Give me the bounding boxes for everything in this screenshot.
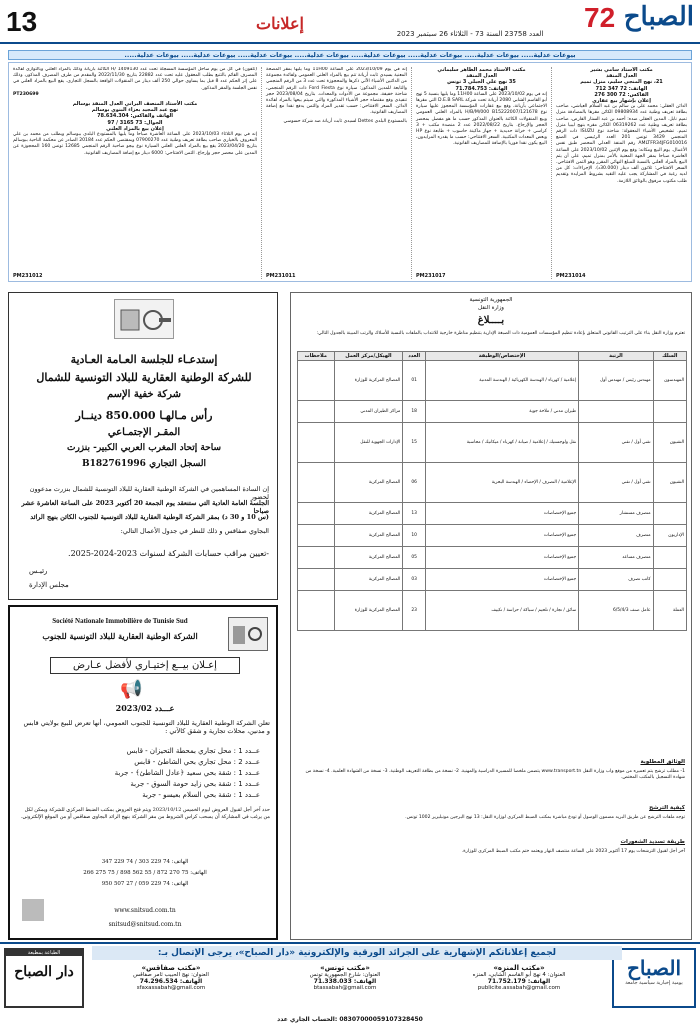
- table-cell-grade: عامل صنف 6/5/4/3: [579, 591, 653, 631]
- table-header: الهيكل/مركز العمل: [334, 352, 403, 361]
- table-cell-specialty: جميع الإختصاصات: [425, 525, 578, 547]
- table-cell-count: 13: [403, 503, 426, 525]
- table-cell-notes: [298, 569, 335, 591]
- sale-body: حدد آخر أجل لقبول العروض ليوم الخميس 2023/10/12 ويتم فتح العروض بمكتب الضبط المركزي للشركة ويمكن لكل من يرغب في المشاركة أن يسحب كراس الشروط من مقر الشركة بنهج الرائد البجاوي صفاقس أو من الموقع الإلكتروني.: [20, 807, 270, 820]
- table-cell-count: 05: [403, 547, 426, 569]
- auction-notice-4: [261, 67, 411, 279]
- office-name: «مكتب المنزه»: [493, 964, 545, 972]
- company-logo: [228, 617, 268, 651]
- sale-contact: الهاتف: 74 229 059 / 27 507 950: [101, 881, 189, 887]
- table-cell-corps: [653, 503, 686, 525]
- auction-notice-1: [551, 67, 691, 279]
- table-cell-grade: متصرف: [579, 525, 653, 547]
- sale-item: عــدد 1 : محل تجاري بمحطة التحيزان - قابس: [126, 747, 260, 755]
- table-cell-corps: المهندسون: [653, 361, 686, 401]
- table-cell-count: 18: [403, 401, 426, 423]
- office-email[interactable]: btassabah@gmail.com: [313, 985, 377, 991]
- notice-role: العدل المنفذ: [606, 73, 637, 80]
- sale-email[interactable]: snitsud@snitsud.com.tn: [108, 921, 182, 928]
- meeting-sign-2: مجلس الإدارة: [29, 581, 69, 589]
- footer-logo: [612, 948, 696, 1008]
- meeting-notice-ad: [8, 292, 278, 600]
- meeting-agenda: -تعيين مراقب حسابات الشركة لسنوات 2023-2024-2025.: [68, 549, 269, 558]
- sale-website[interactable]: www.snitsud.com.tn: [114, 907, 176, 914]
- auction-notice-2: [411, 67, 551, 279]
- table-cell-specialty: طيران مدني / ملاحة جوية: [425, 401, 578, 423]
- company-logo: [114, 299, 174, 339]
- table-cell-grade: تقني أول / تقني: [579, 463, 653, 503]
- notice-fax: الفاكس: 72 300 276: [594, 91, 649, 98]
- deadline-title: طريقة تسديد الشغورات: [620, 839, 685, 845]
- sale-contact: الهاتف: 74 229 303 / 74 229 347: [101, 859, 189, 865]
- table-header: العدد: [403, 352, 426, 361]
- notice-office: مكتب الأستاذ المنصف البراني العدل المنفذ بوسالم: [72, 101, 198, 108]
- table-cell-notes: [298, 361, 335, 401]
- table-cell-specialty: جميع الإختصاصات: [425, 569, 578, 591]
- sale-number: عـــدد 2023/02: [115, 703, 175, 713]
- table-row: [298, 463, 687, 503]
- table-cell-corps: الإداريون: [653, 525, 686, 547]
- office-address: العنوان: شارع الجمهورية تونس: [309, 972, 381, 978]
- table-cell-unit: المصالح المركزية: [334, 463, 403, 503]
- table-cell-corps: العملة: [653, 591, 686, 631]
- meeting-company-type: شركة خفية الإسم: [106, 389, 182, 400]
- recruit-title: بــــلاغ: [477, 315, 505, 326]
- notice-ref: PT230699: [13, 91, 39, 97]
- table-cell-count: 03: [403, 569, 426, 591]
- table-cell-count: 06: [403, 463, 426, 503]
- print-label: الطباعة بمطبعة: [6, 950, 82, 956]
- meeting-body-1: إن السادة المساهمين في الشركة الوطنية العقارية للبلاد التونسية للشمال بنزرت مدعوون لحضور: [29, 485, 269, 501]
- notice-ref: PM231011: [266, 272, 296, 279]
- notice-heading: إعلان بيع بالمزاد العلني: [106, 125, 164, 132]
- notice-ref: PM231017: [416, 272, 446, 279]
- building-icon: [22, 899, 44, 921]
- docs-body: 1- مطلب ترشح يتم تعميره من موقع واب وزارة النقل www.transport.tn يتضمن ملخصا للمسيرة الدراسية والمهنية. 2- نسخة من بطاقة التعريف الوطنية. 3- نسخة من الشهادة العلمية. 4- نسخة من شهادة التسجيل بالمكتب المختص.: [305, 769, 685, 781]
- notice-body: إنه في يوم 2023/10/02 على الساعة 11H00 وما يليها بنسبة 5 نهج أبو القاسم الشابي 2080 أريانة تحت شركة D.E.B SARL التي مقرها الاجتماعي بأريانة، وقع بيع عقارات المؤسسة المحجوز عليها سيارة نوع 121678/H/B/M/000 B15222007 بالمزاد العلني العمومي وبيع المنقولات الكائنة بالعنوان المذكور حسب ما هو مفصل بمحضر الحجز والإرجاع. بتاريخ 2022/08/22 عدد 2 منضدة مكتب + 3 كراسي + خزانة حديدية + جهاز ماكينة حاسوب + طابعة نوع HP وبعض المعدات المكتبية. السعر الافتتاحي: حسب ما يقدره المزايدون، البيع يكون نقدا فوريا بالإضافة للمصاريف القانونية.: [416, 91, 548, 147]
- table-cell-grade: متصرف مستشار: [579, 503, 653, 525]
- meeting-body-4: البجاوي صفاقس و ذلك للنظر في جدول الأعمال التالي:: [120, 527, 269, 535]
- company-name-fr: Société Nationale Immobilière de Tunisie Sud: [52, 617, 188, 625]
- table-cell-unit: المصالح المركزية: [334, 503, 403, 525]
- method-body: توجه ملفات الترشح عن طريق البريد مضمون الوصول أو تودع مباشرة بمكتب الضبط المركزي لوزارة النقل: 13 نهج البرجين مونبليزير 1002 تونس.: [405, 815, 685, 820]
- recruitment-notice: [290, 292, 692, 940]
- meeting-sign-1: رئيـس: [29, 567, 48, 575]
- masthead-number: 72: [584, 2, 616, 33]
- office-name: «مكتب صفاقس»: [141, 964, 201, 972]
- table-header-row: [298, 352, 687, 361]
- notice-mobile: الجوال: 73 3165 / 97: [107, 119, 163, 126]
- sale-item: عــدد 1 : شقة بحي سعيد ﴿عادل الشاطئ﴾ - جربة: [114, 769, 260, 777]
- sale-item: عــدد 1 : شقة بحي السلام بعيسو - جربة: [142, 791, 260, 799]
- notice-phone: الهاتف والفاكس: 78.634.304: [97, 113, 173, 120]
- table-cell-notes: [298, 525, 335, 547]
- print-logo-text: دار الصباح: [14, 964, 74, 980]
- footer-office: [434, 964, 604, 991]
- office-phone: الهاتف: 71.752.179: [487, 978, 551, 985]
- table-row: [298, 423, 687, 463]
- meeting-register: السجل التجاري B182761996: [81, 459, 207, 469]
- masthead-name: الصباح: [623, 2, 694, 32]
- auction-banner: بيوعات عدلية..... بيوعات عدلية..... بيوعات عدلية..... بيوعات عدلية..... بيوعات عدلية..... بيوعات عدلية..... بيوعات عدلية..... بيوعات عدلية.....: [8, 50, 692, 60]
- table-cell-grade: مهندس رئيس / مهندس أول: [579, 361, 653, 401]
- docs-title: الوثائق المطلوبة: [640, 759, 685, 765]
- office-address: العنوان: نهج الحبيب ثامر صفاقس: [133, 972, 209, 978]
- table-cell-unit: الإدارات الجهوية للنقل: [334, 423, 403, 463]
- notice-ref-2: PM231012: [13, 272, 43, 279]
- table-cell-grade: تقني أول / تقني: [579, 423, 653, 463]
- table-cell-notes: [298, 401, 335, 423]
- issue-line: العدد 23758 السنة 73 - الثلاثاء 26 سبتمبر 2023: [396, 30, 544, 38]
- table-cell-specialty: جميع الإختصاصات: [425, 547, 578, 569]
- notice-role: العدل المنفذ: [466, 73, 497, 80]
- meeting-capital: رأس مـالهـا 850.000 دينــار: [75, 409, 213, 422]
- footer-tagline: يومية إخبارية سياسية جامعة: [625, 980, 683, 986]
- table-cell-notes: [298, 547, 335, 569]
- table-row: [298, 503, 687, 525]
- office-phone: الهاتف: 74.296.534: [139, 978, 203, 985]
- table-row: [298, 569, 687, 591]
- table-header: ملاحظات: [298, 352, 335, 361]
- office-email[interactable]: sfaxassabah@gmail.com: [136, 985, 206, 991]
- table-row: [298, 525, 687, 547]
- meeting-title: إستدعـاء للجلسة العـامة العـادية: [70, 353, 218, 366]
- notice-ending: بالمستودع البلدي Dettes لسيدي ثابت أريانة ضد شركة حسوسي: [283, 118, 407, 124]
- table-cell-unit: المصالح المركزية للوزارة: [334, 591, 403, 631]
- table-cell-corps: [653, 547, 686, 569]
- footer-office: [260, 964, 430, 991]
- footer-banner: لجميع إعلاناتكم الإشهارية على الجرائد الورقية والإلكترونية «دار الصباح»، يرجى الإتصال بـ:: [92, 946, 622, 960]
- table-cell-unit: المصالح المركزية: [334, 547, 403, 569]
- sale-item: عــدد 2 : محل تجاري بحي الشاطئ - قابس: [134, 758, 260, 766]
- table-header: الرتبة: [579, 352, 653, 361]
- page-number: 13: [6, 6, 38, 37]
- table-cell-grade: متصرف مساعد: [579, 547, 653, 569]
- table-cell-unit: المصالح المركزية للوزارة: [334, 361, 403, 401]
- table-cell-unit: المصالح المركزية: [334, 569, 403, 591]
- meeting-hq: ساحة إتحاد المغرب العربي الكبير- بنزرت: [66, 443, 222, 453]
- notice-ref: PM231014: [556, 272, 586, 279]
- method-title: كيفية الترشح: [649, 805, 685, 811]
- office-address: العنوان: 4 نهج أبو القاسم الشابي، المنزه: [472, 972, 566, 978]
- table-cell-count: 23: [403, 591, 426, 631]
- recruit-country: الجمهورية التونسية: [469, 297, 513, 303]
- notice-heading: إعلان بإشهار بيع عقاري: [592, 98, 651, 105]
- print-logo: [4, 948, 84, 1008]
- sale-intro: تعلن الشركة الوطنية العقارية للبلاد التونسية للجنوب العمومي، أنها تعرض للبيع بولايتي قابس و مدنين، محلات تجارية و شقق كالآتي :: [23, 719, 270, 735]
- notice-body: (تلفون) في كل من يوم ساحل المؤسسة المسجلة تحت عدد 1409130 /H الكائنة بأريانة وذلك بالمزاد العلني وبالتوازي لفائدة المصرف القائم بالتتبع بطلب المعقول عليه تحت عدد 22882 بتاريخ 2022/11/30 والمقدم من طرف المصرف المذكور، وذلك على إثر الحكم عدد 8 قبل بما يساوي حوالي 250 ألف دينار من المنقولات الواقعة بالسجل التجاري. يقع البيع بالمزاد العلني في نفس الجلسة والمقر المذكور.: [13, 67, 258, 91]
- deadline-body: آخر أجل لقبول الترشحات يوم 17 أكتوبر 2023 على الساعة منتصف النهار ويعتمد ختم مكتب الضبط المركزي للوزارة.: [461, 849, 685, 854]
- table-row: [298, 401, 687, 423]
- auction-section: [8, 62, 692, 282]
- footer-account: 08307000059107328450 :الحساب الجاري عدد: [277, 1016, 423, 1023]
- office-email[interactable]: publicite.assabah@gmail.com: [477, 985, 561, 991]
- table-cell-corps: التقنيون: [653, 423, 686, 463]
- office-phone: الهاتف: 71.338.033: [313, 978, 377, 985]
- notice-body: إنه في يوم 2023/10/09 على الساعة 11H00 وما يليها بمقر المصحة المعنية بسيدي ثابت أريانة تتم بيع بالمزاد العلني العمومي ولفائدة مجموعة من الدائنين الأشياء الآتي ذكرها والمحجوزة تحت عدد 3 من الرقم المنجمي والتابعة للمدين المذكور: سيارة نوع Ford Fiesta ذات الرقم المنجمي، شاحنة خفيفة، مجموعة من الأدوات والمعدات. بتاريخ 2023/08/04 حجز تنفيذي وقع مقتضاه حجز الأشياء المذكورة والتي سيتم بيعها بالمزاد لفائدة الدائن. السعر الافتتاحي: حسب تقدير المزاد والثمن يدفع نقدا مع إضافة المصاريف القانونية.: [266, 67, 407, 116]
- megaphone-icon: 📢: [120, 679, 143, 700]
- notice-body-2: إنه في يوم الثلاثاء 2023/10/03 على الساعة العاشرة صباحا وما يليها بالمستودع البلدي ببوسالم وبطلب من محمد بن علي المعروف بالخياري صاحب بطاقة تعريف وطنية عدد 07900270 وبمقتضى الحكم عدد 20184 الصادر عن محكمة الناحية ببوسالم بتاريخ 2023/04/20 يقع بيع بالمزاد العلني العلني السيارة نوع بيجو صاحبة الرقم المنجمي 12685 تونس 160 المحجوزة عن المدين على محضر حجز وإرجاع. الثمن الافتتاحي: 6000 دينار مع إضافة المصاريف القانونية.: [13, 132, 257, 156]
- table-cell-corps: [653, 569, 686, 591]
- notice-office: مكتب الأستاذ محمد الطاهر سليماني: [437, 67, 526, 73]
- footer-office: [86, 964, 256, 991]
- table-cell-count: 01: [403, 361, 426, 401]
- table-cell-specialty: جميع الإختصاصات: [425, 503, 578, 525]
- table-cell-specialty: سائق / تجارة / تلحيم / سباكة / حراسة / تكييف: [425, 591, 578, 631]
- table-cell-notes: [298, 463, 335, 503]
- sale-banner: إعـلان بيــع إختيـاري لأفضل عـارض: [50, 657, 240, 674]
- table-cell-corps: [653, 401, 686, 423]
- table-row: [298, 591, 687, 631]
- table-cell-specialty: نقل ولوجستيك / إعلامية / صيانة / كهرباء / ميكانيك / محاسبة: [425, 423, 578, 463]
- table-cell-notes: [298, 423, 335, 463]
- table-cell-grade: كاتب تصرف: [579, 569, 653, 591]
- meeting-company: للشركة الوطنية العقارية للبلاد التونسية للشمال: [36, 371, 252, 384]
- recruit-intro: تعتزم وزارة النقل بناء على الترتيب القانوني المتعلق بإعادة تنظيم المؤسسات العمومية ذات الصبغة الإدارية بتنظيم مناظرة خارجية للانتداب بالملفات بالنسبة للأسلاك والرتب المبينة بالجدول التالي:: [316, 331, 685, 336]
- recruitment-table: [297, 351, 687, 631]
- notice-phone: الهاتف: 71.784.753: [455, 85, 508, 92]
- masthead-logo: [584, 2, 694, 38]
- auction-notice-3: [9, 67, 261, 279]
- meeting-hq-label: المقـر الإجتمـاعي: [107, 427, 181, 438]
- table-cell-notes: [298, 503, 335, 525]
- office-name: «مكتب تونس»: [320, 964, 370, 972]
- table-cell-unit: مراكز الطيران المدني: [334, 401, 403, 423]
- footer-logo-text: الصباح: [626, 956, 682, 980]
- table-cell-unit: المصالح المركزية: [334, 525, 403, 547]
- section-title: إعلانات: [256, 14, 304, 33]
- table-cell-count: 15: [403, 423, 426, 463]
- sale-contact: الهاتف: 75 270 872 / 55 562 898 / 75 275 266: [83, 870, 207, 876]
- table-cell-grade: [579, 401, 653, 423]
- table-row: [298, 547, 687, 569]
- table-header: الإختصاص/الوظيفة: [425, 352, 578, 361]
- table-cell-corps: التقنيون: [653, 463, 686, 503]
- meeting-body-3: (س 10 و 30 د) بمقر الشركة الوطنية العقارية للبلاد التونسية للجنوب الكائن بنهج الرائد: [30, 513, 269, 521]
- page-footer: [0, 942, 700, 1029]
- table-row: [298, 361, 687, 401]
- notice-address: 35 نهج علي الجبلي 3 تونس: [447, 79, 516, 86]
- notice-address: 21، نهج المنجي سليم، منزل تميم: [580, 79, 663, 86]
- recruit-ministry: وزارة النقل: [478, 305, 504, 311]
- meeting-body-2: الجلسة العامة العادية التي ستنعقد يوم الجمعة 20 أكتوبر 2023 على الساعة العاشرة عشر صباحا: [21, 499, 269, 515]
- table-cell-specialty: الإعلامية / التصرف / الإحصاء / الهندسة البحرية: [425, 463, 578, 503]
- notice-address: نهج عبد المجيد بعزاء البنوي بوسالم: [91, 107, 179, 114]
- notice-body: الدائن العقلي: محمد على بن سالم بن عبد السلام العياشي، صاحب بطاقة تعريف وطنية عدد 09808934 الكائن مقرها بالمصادقة منزل تميم نابل. المدين العقلي ضده: أحمد بن عبد الستار القارص، صاحب بطاقة تعريف وطنية عدد 06319262 الكائن مقره بنهج ليبيا منزل تميم. تشخيص الأشياء المعقولة: شاحنة نوع ISUZU ذات الرقم المنجمي 3429 تونس 201 العدد الرئيسي في الصنع AMLTFR34JFG010016 رقم المنفذ العدلي المحضر طبق نفس الأعمال. يوم البيع ومكانه: وقع يوم الإثنين 2023/10/02 على الساعة العاشرة صباحا بمقر الجهة المعنية بالأمر بمنزل تميم، على أن يتم البيع بالمزاد العلني بالنسبة للمبلغ النهائي المقرر وهو الثمن الافتتاحي. السعر الافتتاحي: ثلاثون ألف دينار (30.000د). الإجراءات: كل من لديه رغبة في المشاركة يجب عليه التقيد بشروط المزايدة وتقديم طلب مكتوب مرفوق بالوثائق اللازمة.: [556, 104, 688, 184]
- notice-phone: الهاتف: 72 347 712: [595, 85, 648, 92]
- table-cell-count: 10: [403, 525, 426, 547]
- sale-item: عــدد 1 : شقة بحي زايد حومة السوق - جربة: [130, 780, 260, 788]
- table-cell-notes: [298, 591, 335, 631]
- table-header: السلك: [653, 352, 686, 361]
- sale-offer-ad: [8, 605, 278, 940]
- page-header: [0, 0, 700, 44]
- company-name-ar: الشركة الوطنية العقارية للبلاد التونسية للجنوب: [42, 631, 198, 641]
- table-cell-specialty: إعلامية / كهرباء / الهندسة الكهربائية / الهندسة المدنية: [425, 361, 578, 401]
- notice-office: مكتب الأستاذ سامي بشير: [590, 67, 653, 73]
